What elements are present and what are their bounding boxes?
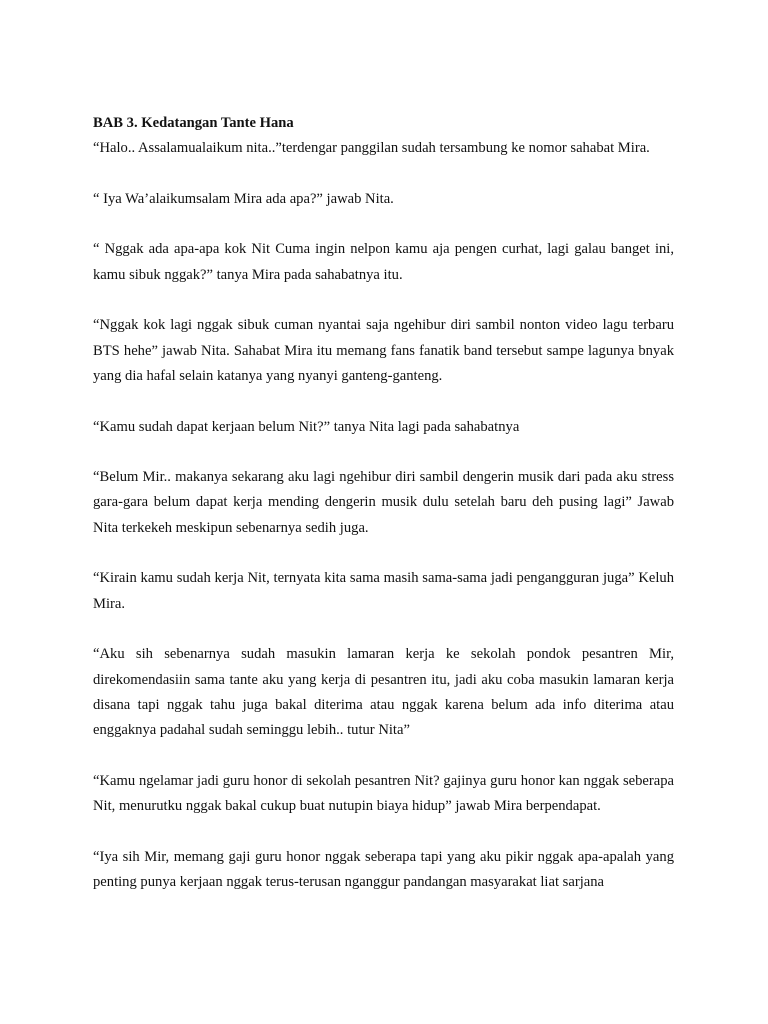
paragraph: “Belum Mir.. makanya sekarang aku lagi ngehibur diri sambil dengerin musik dari pada aku stress gara-gara belum dapat kerja mending dengerin musik dulu setelah baru deh pusing lagi” Jawab Nita terkekeh meskipun sebenarnya sedih juga. (93, 469, 674, 536)
paragraph: “Kirain kamu sudah kerja Nit, ternyata kita sama masih sama-sama jadi pengangguran juga” Keluh Mira. (93, 570, 674, 612)
paragraph: “ Nggak ada apa-apa kok Nit Cuma ingin nelpon kamu aja pengen curhat, lagi galau banget ini, kamu sibuk nggak?” tanya Mira pada sahabatnya itu. (93, 241, 674, 283)
paragraph: “Kamu ngelamar jadi guru honor di sekolah pesantren Nit? gajinya guru honor kan nggak seberapa Nit, menurutku nggak bakal cukup buat nutupin biaya hidup” jawab Mira berpendapat. (93, 772, 674, 815)
paragraph: “Iya sih Mir, memang gaji guru honor nggak seberapa tapi yang aku pikir nggak apa-apalah yang penting punya kerjaan nggak terus-terusan nganggur pandangan masyarakat liat sarjana (93, 848, 674, 890)
paragraph: “Aku sih sebenarnya sudah masukin lamaran kerja ke sekolah pondok pesantren Mir, direkomendasiin sama tante aku yang kerja di pesantren itu, jadi aku coba masukin lamaran kerja disana tapi nggak tahu juga bakal diterima atau nggak karena belum ada info diterima atau enggaknya padahal sudah seminggu lebih.. tutur Nita” (93, 646, 674, 739)
paragraph: “Nggak kok lagi nggak sibuk cuman nyantai saja ngehibur diri sambil nonton video lagu terbaru BTS hehe” jawab Nita. Sahabat Mira itu memang fans fanatik band tersebut sampe lagunya bnyak yang dia hafal selain katanya yang nyanyi ganteng-ganteng. (93, 317, 674, 384)
paragraph: “ Iya Wa’alaikumsalam Mira ada apa?” jawab Nita. (93, 190, 394, 207)
chapter-title: BAB 3. Kedatangan Tante Hana (93, 115, 294, 131)
paragraph: “Halo.. Assalamualaikum nita..”terdengar panggilan sudah tersambung ke nomor sahabat Mira. (93, 140, 650, 157)
document-page (93, 111, 674, 921)
paragraph: “Kamu sudah dapat kerjaan belum Nit?” tanya Nita lagi pada sahabatnya (93, 418, 520, 435)
